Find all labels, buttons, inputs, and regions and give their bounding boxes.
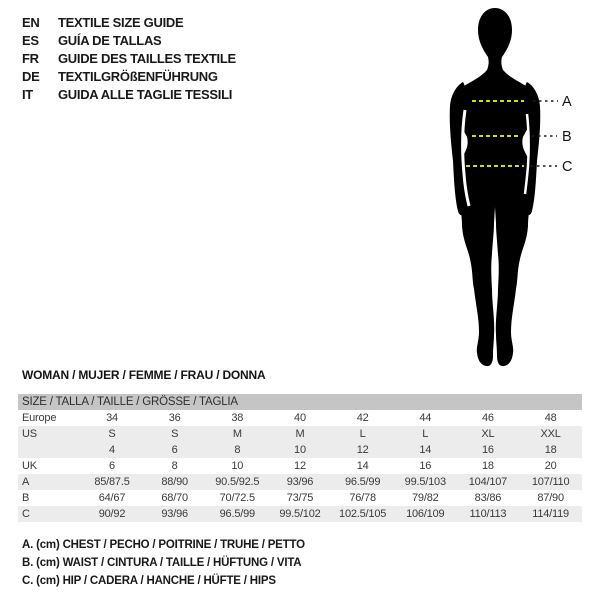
size-value-cell: 96.5/99 [219, 508, 255, 520]
size-value-cell: 106/109 [406, 508, 445, 520]
size-value-cell: S [171, 428, 179, 440]
size-value-cell: 4 [109, 444, 115, 456]
size-table [18, 394, 582, 522]
row-label [18, 442, 81, 458]
size-value-cell: 6 [171, 444, 178, 456]
size-table-row [18, 442, 582, 458]
size-table-row [18, 426, 582, 442]
size-value-cell: 8 [234, 444, 241, 456]
row-label: UK [22, 460, 37, 472]
size-value-cell: 83/86 [474, 492, 502, 504]
size-value-cell: 10 [231, 460, 244, 472]
size-value-cell: 114/119 [532, 508, 569, 520]
size-value-cell: L [422, 428, 429, 440]
size-value-cell: 12 [356, 444, 369, 456]
guide-title: GUÍA DE TALLAS [58, 32, 162, 48]
section-title: WOMAN / MUJER / FEMME / FRAU / DONNA [22, 368, 266, 382]
language-code: ES [22, 32, 39, 48]
language-code: DE [22, 68, 40, 84]
measurement-legend [22, 536, 305, 590]
size-value-cell: 36 [168, 412, 181, 424]
size-value-cell: 104/107 [468, 476, 508, 488]
size-table-header-row [18, 394, 582, 410]
waist-marker-label: B [562, 129, 572, 145]
legend-line: C. (cm) HIP / CADERA / HANCHE / HÜFTE / HIPS [22, 575, 276, 587]
size-value-cell: 76/78 [349, 492, 376, 504]
language-code: FR [22, 50, 39, 66]
size-value-cell: S [108, 428, 116, 440]
size-value-cell: 93/96 [286, 476, 314, 488]
size-value-cell: 8 [171, 460, 178, 472]
size-value-cell: 48 [544, 412, 557, 424]
row-label: B [22, 492, 30, 504]
size-table-header: SIZE / TALLA / TAILLE / GRÖSSE / TAGLIA [18, 394, 582, 410]
size-value-cell: 99.5/102 [279, 508, 321, 520]
guide-title: TEXTILE SIZE GUIDE [58, 14, 184, 30]
size-value-cell: 40 [294, 412, 306, 424]
size-value-cell: 79/82 [412, 492, 439, 504]
language-row [22, 31, 236, 49]
size-value-cell: 90.5/92.5 [215, 476, 260, 488]
row-label: A [22, 476, 30, 488]
guide-title: GUIDA ALLE TAGLIE TESSILI [58, 86, 233, 102]
hip-marker-label: C [562, 159, 573, 175]
size-value-cell: 96.5/99 [344, 476, 381, 488]
size-value-cell: 102.5/105 [339, 508, 387, 520]
language-code: IT [22, 86, 33, 102]
size-value-cell: 68/70 [161, 492, 188, 504]
legend-line: A. (cm) CHEST / PECHO / POITRINE / TRUHE / PETTO [22, 539, 305, 551]
size-value-cell: 16 [419, 460, 432, 472]
size-value-cell: L [359, 428, 366, 440]
size-table-row [18, 458, 582, 474]
row-label: US [22, 428, 37, 440]
size-value-cell: 73/75 [286, 492, 314, 504]
size-table-row [18, 474, 582, 490]
size-value-cell: M [232, 428, 242, 440]
language-title-list [22, 13, 236, 103]
language-code: EN [22, 14, 40, 30]
size-value-cell: M [295, 428, 305, 440]
size-table-row [18, 490, 582, 506]
size-value-cell: 14 [356, 460, 369, 472]
size-value-cell: 70/72.5 [219, 492, 255, 504]
size-value-cell: 107/110 [531, 476, 570, 488]
size-value-cell: 12 [294, 460, 306, 472]
language-row [22, 67, 236, 85]
size-value-cell: 42 [356, 412, 369, 424]
size-value-cell: 110/113 [469, 508, 507, 520]
language-row [22, 49, 236, 67]
right-arm-silhouette [525, 82, 541, 215]
size-value-cell: 20 [544, 460, 557, 472]
size-value-cell: 34 [106, 412, 118, 424]
size-value-cell: 99.5/103 [404, 476, 446, 488]
language-row [22, 13, 236, 31]
size-value-cell: 87/90 [537, 492, 564, 504]
size-value-cell: 16 [482, 444, 494, 456]
language-row [22, 85, 236, 103]
size-value-cell: 14 [419, 444, 432, 456]
size-value-cell: 10 [294, 444, 306, 456]
size-value-cell: 6 [109, 460, 115, 472]
size-value-cell: 18 [544, 444, 557, 456]
row-label: C [22, 508, 30, 520]
size-value-cell: XL [481, 428, 495, 440]
legend-line: B. (cm) WAIST / CINTURA / TAILLE / HÜFTUNG / VITA [22, 557, 302, 569]
woman-silhouette [455, 8, 535, 366]
size-value-cell: 85/87.5 [94, 476, 130, 488]
size-value-cell: 44 [419, 412, 432, 424]
woman-silhouette-diagram [408, 0, 592, 380]
size-value-cell: 46 [482, 412, 494, 424]
size-value-cell: 18 [482, 460, 494, 472]
size-value-cell: XXL [540, 428, 561, 440]
size-table-row [18, 410, 582, 426]
size-value-cell: 64/67 [98, 492, 126, 504]
size-value-cell: 93/96 [161, 508, 188, 520]
size-value-cell: 38 [231, 412, 244, 424]
guide-title: TEXTILGRÖßENFÜHRUNG [58, 68, 218, 84]
chest-marker-label: A [562, 94, 572, 110]
guide-title: GUIDE DES TAILLES TEXTILE [58, 50, 236, 66]
size-value-cell: 90/92 [98, 508, 126, 520]
size-value-cell: 88/90 [161, 476, 188, 488]
row-label: Europe [22, 412, 57, 424]
size-table-row [18, 506, 582, 522]
